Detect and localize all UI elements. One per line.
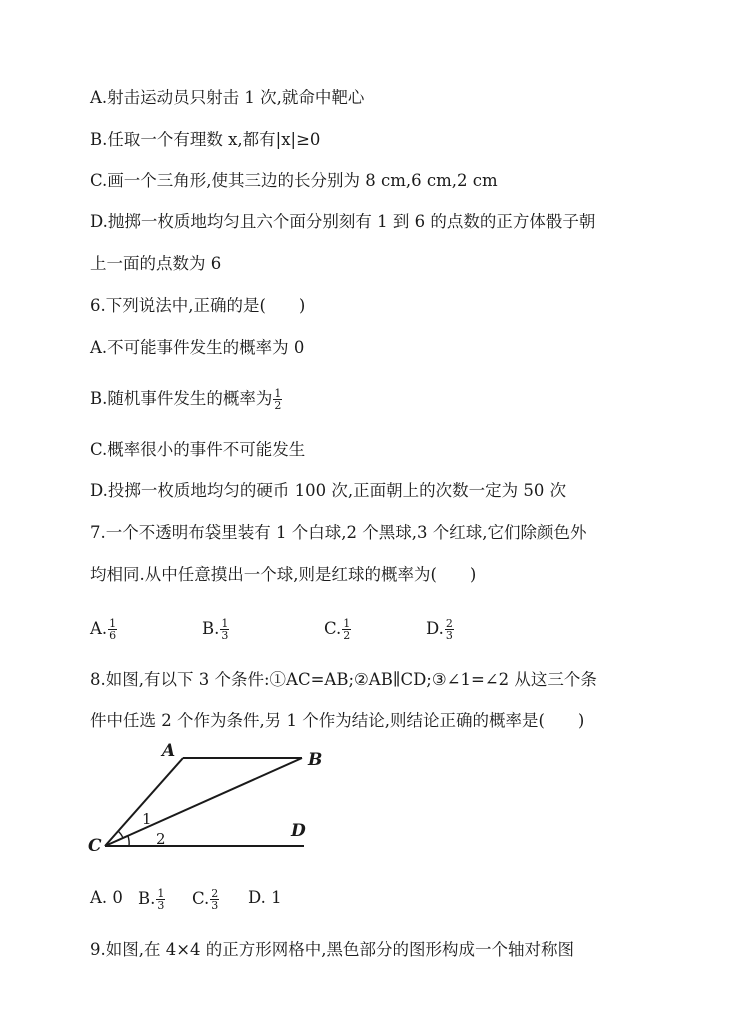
fraction-denominator: 2 xyxy=(274,399,282,412)
q8-stem-line2: 件中任选 2 个作为条件,另 1 个作为结论,则结论正确的概率是( ) xyxy=(90,711,585,730)
label-angle-2: 2 xyxy=(156,830,166,848)
q6-option-d: D.投掷一枚质地均匀的硬币 100 次,正面朝上的次数一定为 50 次 xyxy=(90,481,567,500)
q6-stem: 6.下列说法中,正确的是( ) xyxy=(90,296,306,315)
q8-stem-line1: 8.如图,有以下 3 个条件:①AC=AB;②AB∥CD;③∠1=∠2 从这三个条 xyxy=(90,670,597,689)
q6-option-c: C.概率很小的事件不可能发生 xyxy=(90,440,306,459)
q7-stem-line2: 均相同.从中任意摸出一个球,则是红球的概率为( ) xyxy=(90,565,477,584)
fraction-numerator: 1 xyxy=(274,387,282,400)
q8-figure xyxy=(86,738,346,858)
q8-option-b: B. $\frac{1}{3}$ xyxy=(138,887,165,912)
label-point-a: A xyxy=(162,741,176,761)
q6-option-b-text: B.随机事件发生的概率为 xyxy=(90,389,273,408)
q6-option-b xyxy=(90,388,282,411)
q8-option-a: A. 0 xyxy=(90,888,123,907)
q8-option-d: D. 1 xyxy=(248,888,282,907)
q5-option-a: A.射击运动员只射击 1 次,就命中靶心 xyxy=(90,88,365,107)
q7-option-a: A. $\frac{1}{6}$ xyxy=(90,617,117,642)
angle-2-arc xyxy=(128,836,129,846)
q5-option-c: C.画一个三角形,使其三边的长分别为 8 cm,6 cm,2 cm xyxy=(90,171,498,190)
label-point-b: B xyxy=(308,750,323,770)
q7-stem-line1: 7.一个不透明布袋里装有 1 个白球,2 个黑球,3 个红球,它们除颜色外 xyxy=(90,523,587,542)
q7-option-b: B. $\frac{1}{3}$ xyxy=(202,617,229,642)
label-point-c: C xyxy=(88,836,102,856)
q9-stem: 9.如图,在 4×4 的正方形网格中,黑色部分的图形构成一个轴对称图 xyxy=(90,940,575,959)
label-point-d: D xyxy=(291,821,306,841)
q7-option-d: D. $\frac{2}{3}$ xyxy=(426,617,453,642)
q6-option-a: A.不可能事件发生的概率为 0 xyxy=(90,338,305,357)
q5-option-d-line2: 上一面的点数为 6 xyxy=(90,254,222,273)
segment-ac xyxy=(105,758,183,846)
q6-option-b-fraction xyxy=(273,388,282,411)
label-angle-1: 1 xyxy=(142,810,152,828)
q8-option-c: C. $\frac{2}{3}$ xyxy=(192,887,219,912)
q5-option-d-line1: D.抛掷一枚质地均匀且六个面分别刻有 1 到 6 的点数的正方体骰子朝 xyxy=(90,212,596,231)
angle-1-arc xyxy=(118,831,123,838)
segment-cb xyxy=(105,758,302,846)
q7-option-c: C. $\frac{1}{2}$ xyxy=(324,617,351,642)
q5-option-b: B.任取一个有理数 x,都有|x|≥0 xyxy=(90,130,321,149)
